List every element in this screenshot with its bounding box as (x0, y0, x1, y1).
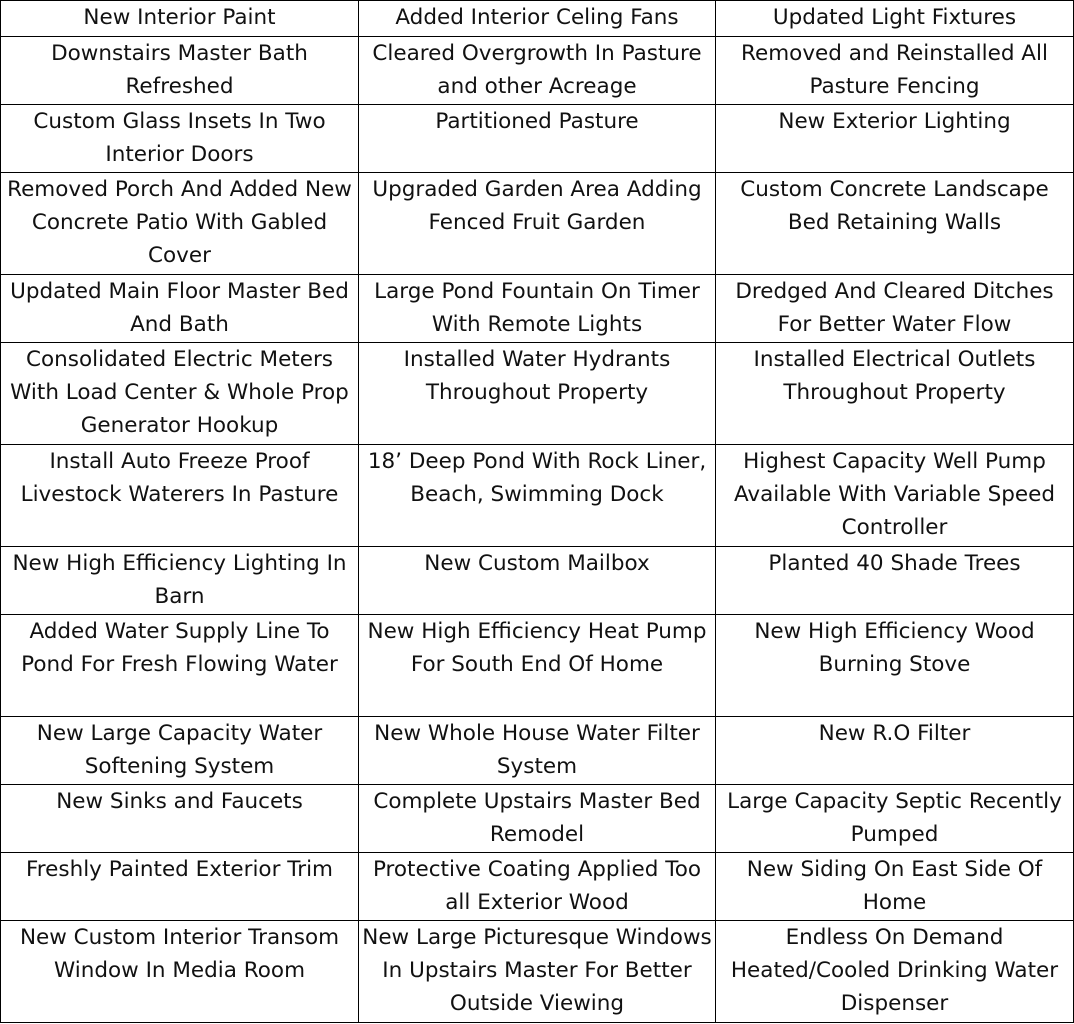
table-cell: Highest Capacity Well Pump Available With Variable Speed Controller (716, 445, 1074, 547)
table-row (1, 615, 1074, 717)
table-cell: Upgraded Garden Area Adding Fenced Fruit Garden (359, 173, 716, 275)
table-cell: New High Efficiency Heat Pump For South End Of Home (359, 615, 716, 717)
table-cell: Large Pond Fountain On Timer With Remote Lights (359, 275, 716, 343)
table-cell: Protective Coating Applied Too all Exterior Wood (359, 853, 716, 921)
table-cell: Consolidated Electric Meters With Load Center & Whole Prop Generator Hookup (1, 343, 359, 445)
table-cell: Complete Upstairs Master Bed Remodel (359, 785, 716, 853)
table-cell: New High Efficiency Wood Burning Stove (716, 615, 1074, 717)
table-cell: New Large Capacity Water Softening System (1, 717, 359, 785)
table-cell: Downstairs Master Bath Refreshed (1, 37, 359, 105)
table-cell: New Whole House Water Filter System (359, 717, 716, 785)
table-cell: Custom Glass Insets In Two Interior Doors (1, 105, 359, 173)
table-row (1, 547, 1074, 615)
table-cell: Updated Light Fixtures (716, 1, 1074, 37)
table-row (1, 853, 1074, 921)
table-row (1, 1, 1074, 37)
table-row (1, 785, 1074, 853)
table-cell: Endless On Demand Heated/Cooled Drinking Water Dispenser (716, 921, 1074, 1023)
table-cell: New Sinks and Faucets (1, 785, 359, 853)
table-cell: Installed Electrical Outlets Throughout Property (716, 343, 1074, 445)
table-cell: New R.O Filter (716, 717, 1074, 785)
table-cell: 18’ Deep Pond With Rock Liner, Beach, Swimming Dock (359, 445, 716, 547)
table-cell: New Interior Paint (1, 1, 359, 37)
table-cell: Added Water Supply Line To Pond For Fresh Flowing Water (1, 615, 359, 717)
table-cell: New Exterior Lighting (716, 105, 1074, 173)
table-cell: Large Capacity Septic Recently Pumped (716, 785, 1074, 853)
table-row (1, 921, 1074, 1023)
table-cell: Removed and Reinstalled All Pasture Fencing (716, 37, 1074, 105)
table-row (1, 37, 1074, 105)
table-row (1, 717, 1074, 785)
table-row (1, 275, 1074, 343)
table-cell: Installed Water Hydrants Throughout Property (359, 343, 716, 445)
table-row (1, 445, 1074, 547)
table-cell: New Custom Interior Transom Window In Media Room (1, 921, 359, 1023)
table-row (1, 343, 1074, 445)
table-cell: New Siding On East Side Of Home (716, 853, 1074, 921)
table-cell: Freshly Painted Exterior Trim (1, 853, 359, 921)
table-cell: Install Auto Freeze Proof Livestock Waterers In Pasture (1, 445, 359, 547)
table-cell: Updated Main Floor Master Bed And Bath (1, 275, 359, 343)
table-cell: Dredged And Cleared Ditches For Better Water Flow (716, 275, 1074, 343)
table-cell: Cleared Overgrowth In Pasture and other Acreage (359, 37, 716, 105)
table-cell: Partitioned Pasture (359, 105, 716, 173)
table-cell: Removed Porch And Added New Concrete Patio With Gabled Cover (1, 173, 359, 275)
table-cell: New Custom Mailbox (359, 547, 716, 615)
table-cell: New Large Picturesque Windows In Upstairs Master For Better Outside Viewing (359, 921, 716, 1023)
table-row (1, 105, 1074, 173)
table-cell: Planted 40 Shade Trees (716, 547, 1074, 615)
table-row (1, 173, 1074, 275)
table-cell: Added Interior Celing Fans (359, 1, 716, 37)
table-cell: Custom Concrete Landscape Bed Retaining Walls (716, 173, 1074, 275)
table-cell: New High Efficiency Lighting In Barn (1, 547, 359, 615)
